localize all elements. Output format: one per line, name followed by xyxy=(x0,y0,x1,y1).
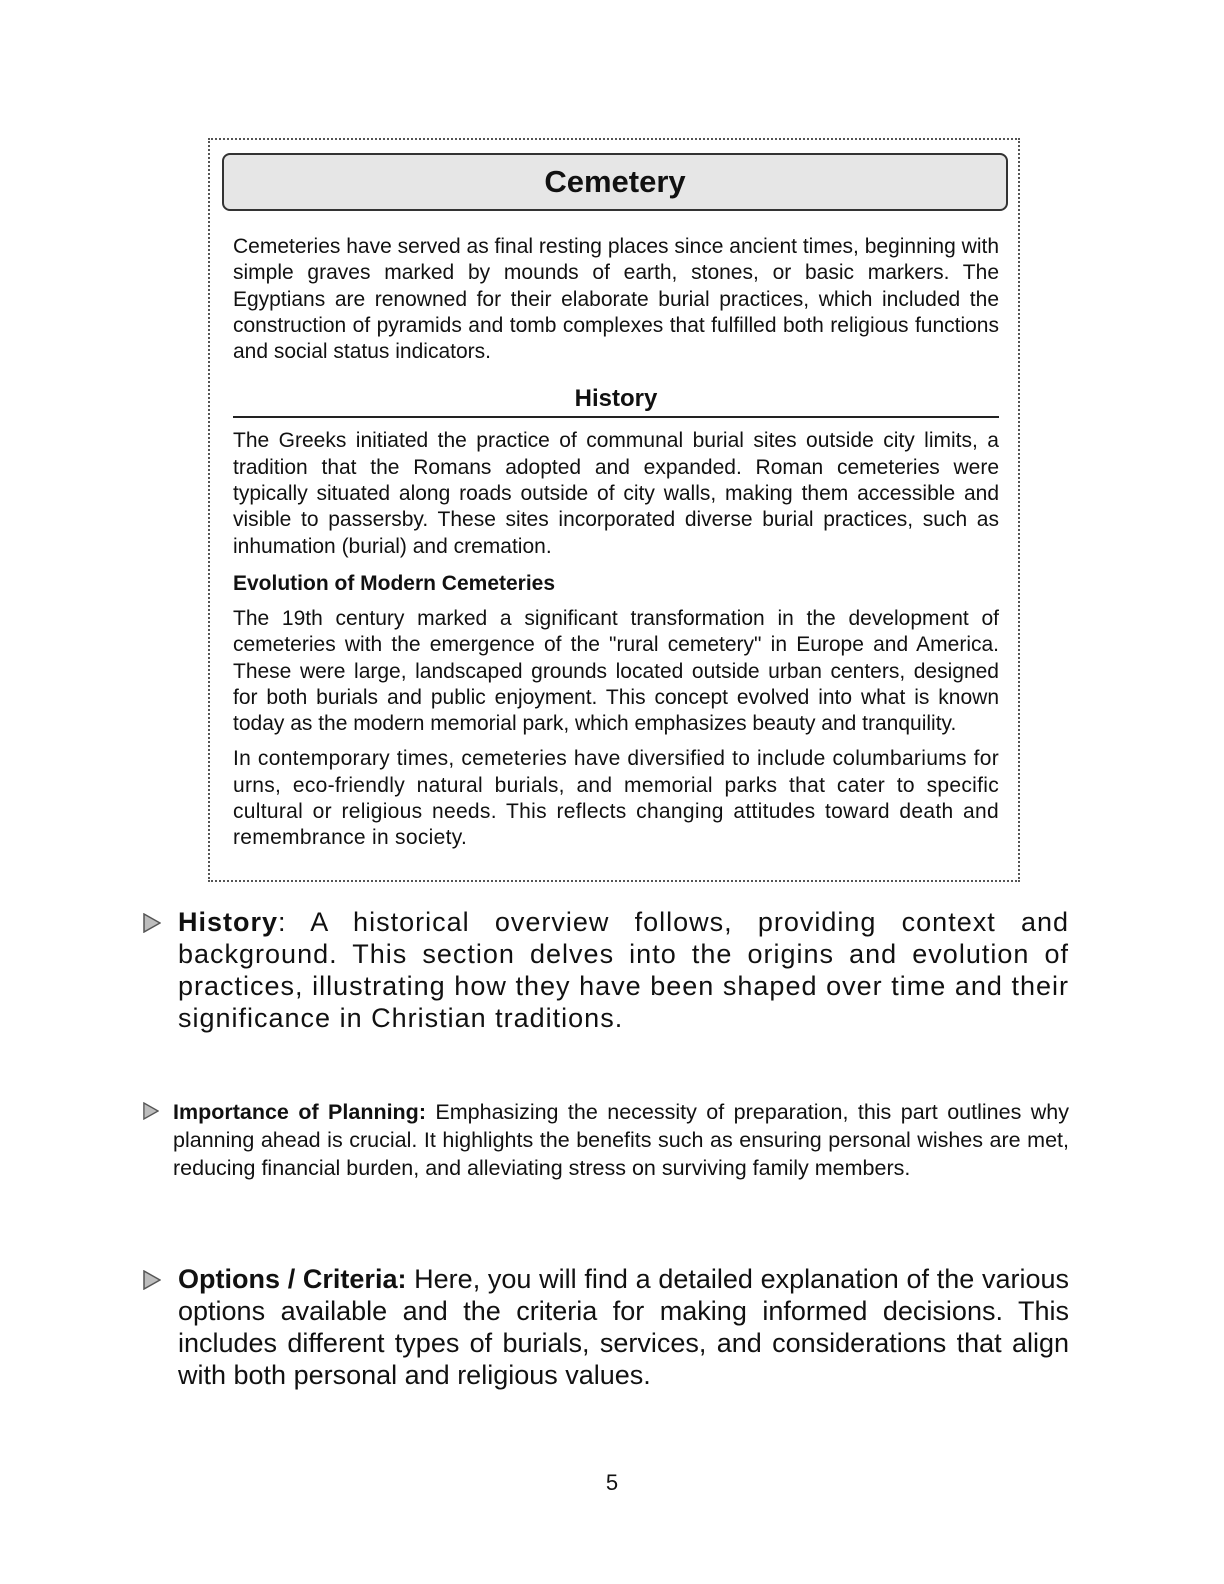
bullet-importance-of-planning xyxy=(143,1098,1069,1182)
page-number: 5 xyxy=(605,1470,619,1495)
triangle-bullet-icon xyxy=(143,913,161,933)
bullet-history-body: A historical overview follows, providing context and background. This section delves into the origins and evolution of practices, illustrating how they have been shaped over time and their significance in Christian traditions. xyxy=(178,907,1069,1033)
contemporary-paragraph: In contemporary times, cemeteries have diversified to include columbariums for urns, eco-friendly natural burials, and memorial parks that cater to specific cultural or religious needs. This reflects changing attitudes toward death and remembrance in society. xyxy=(233,747,999,850)
excerpt-intro-paragraph: Cemeteries have served as final resting places since ancient times, beginning with simple graves marked by mounds of earth, stones, or basic markers. The Egyptians are renowned for their elaborate burial practices, which included the construction of pyramids and tomb complexes that fulfilled both religious functions and social status indicators. xyxy=(233,235,999,364)
bullet-options-text xyxy=(178,1263,1069,1391)
bullet-history-separator: : xyxy=(278,907,287,937)
bullet-planning-text xyxy=(173,1098,1069,1182)
cemetery-excerpt-box xyxy=(208,138,1020,882)
bullet-options-body: Here, you will find a detailed explanation of the various options available and the criteria for making informed decisions. This includes different types of burials, services, and considerations that align with both personal and religious values. xyxy=(178,1264,1069,1390)
bullet-history xyxy=(143,906,1069,1034)
evolution-heading: Evolution of Modern Cemeteries xyxy=(233,571,556,595)
history-paragraph: The Greeks initiated the practice of communal burial sites outside city limits, a tradition that the Romans adopted and expanded. Roman cemeteries were typically situated along roads outside of city walls, making them accessible and visible to passersby. These sites incorporated diverse burial practices, such as inhumation (burial) and cremation. xyxy=(233,429,999,558)
bullet-planning-label: Importance of Planning: xyxy=(173,1100,426,1124)
evolution-paragraph: The 19th century marked a significant transformation in the development of cemeteries with the emergence of the "rural cemetery" in Europe and America. These were large, landscaped grounds located outside urban centers, designed for both burials and public enjoyment. This concept evolved into what is known today as the modern memorial park, which emphasizes beauty and tranquility. xyxy=(233,606,999,736)
bullet-options-label: Options / Criteria: xyxy=(178,1264,407,1294)
excerpt-body xyxy=(233,234,999,852)
bullet-history-text xyxy=(178,906,1069,1034)
triangle-bullet-icon xyxy=(143,1270,161,1290)
bullet-history-label: History xyxy=(178,907,279,937)
bullet-options-criteria xyxy=(143,1263,1069,1391)
excerpt-title: Cemetery xyxy=(222,153,1008,211)
triangle-bullet-icon xyxy=(143,1102,159,1120)
history-heading: History xyxy=(233,385,999,418)
bullet-planning-body: Emphasizing the necessity of preparation, this part outlines why planning ahead is crucial. It highlights the benefits such as ensuring personal wishes are met, reducing financial burden, and alleviating stress on surviving family members. xyxy=(173,1100,1069,1180)
